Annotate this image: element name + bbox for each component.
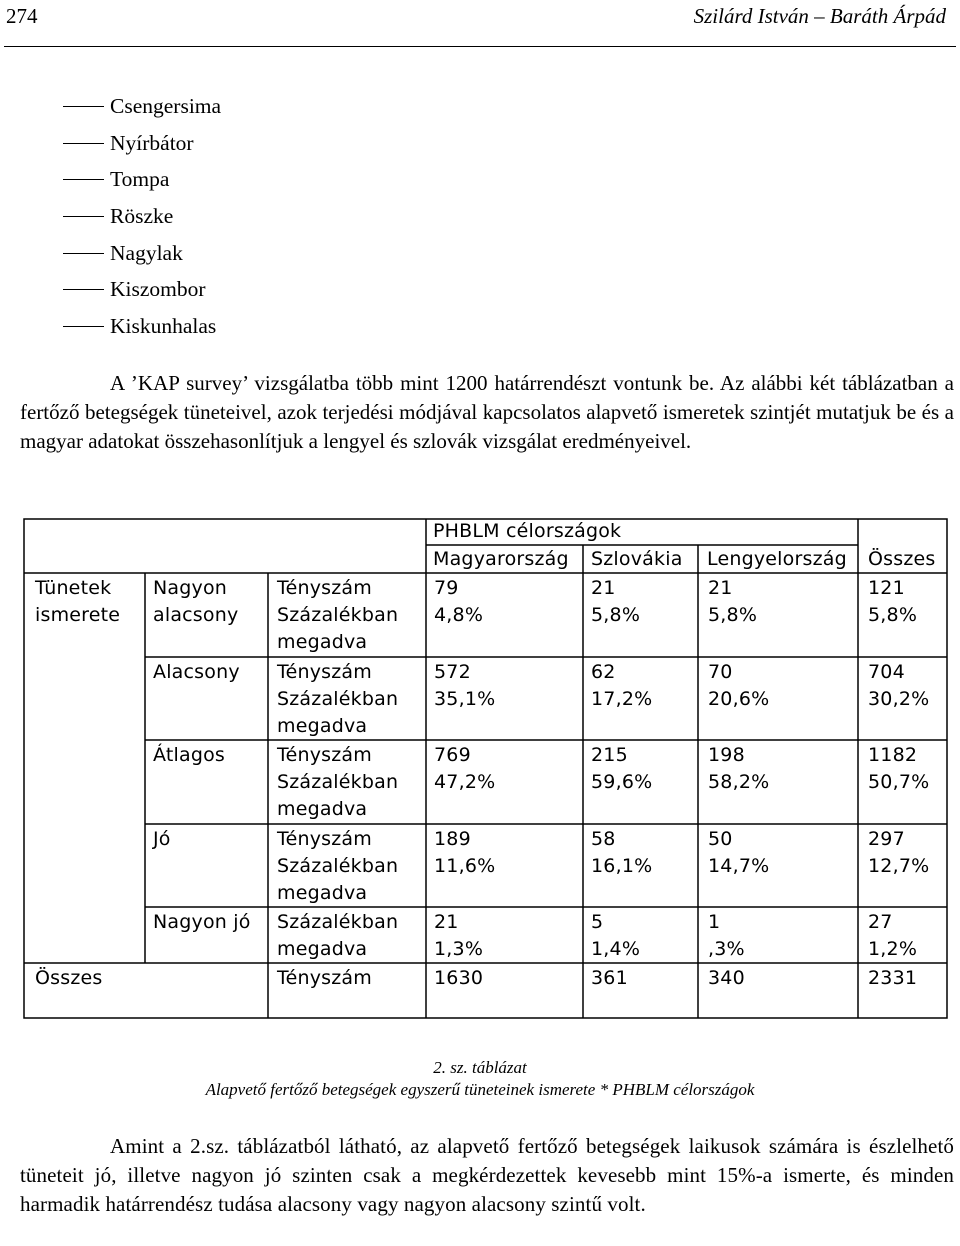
table-cell: 35,1% xyxy=(434,688,496,710)
table-cell: 21 xyxy=(708,577,733,599)
dash-bullet xyxy=(63,326,104,327)
measure-label: Százalékban xyxy=(277,855,399,877)
running-head-authors: Szilárd István – Baráth Árpád xyxy=(693,4,946,28)
measure-label: megadva xyxy=(277,715,368,737)
table-cell: 30,2% xyxy=(868,688,930,710)
table-cell: 21 xyxy=(434,911,459,933)
total-row-label: Összes xyxy=(35,967,103,989)
table-cell: 5,8% xyxy=(708,604,758,626)
conclusion-paragraph: Amint a 2.sz. táblázatból látható, az alapvető fertőző betegségek laikusok számára is észlelhető tüneteit jó, illetve nagyon jó szinten csak a megkérdezettek kevesebb mint 15%-a ismerte, és minden harmadik határrendész tudása alacsony vagy nagyon alacsony szintű volt. xyxy=(20,1134,954,1216)
table-cell: 1630 xyxy=(434,967,484,989)
table-cell: 17,2% xyxy=(591,688,653,710)
table-cell: 4,8% xyxy=(434,604,484,626)
table-cell: 340 xyxy=(708,967,745,989)
page-number: 274 xyxy=(6,4,38,28)
measure-label: megadva xyxy=(277,938,368,960)
table-cell: 361 xyxy=(591,967,628,989)
level-label: Jó xyxy=(153,828,171,850)
dash-bullet xyxy=(63,216,104,217)
table-cell: 11,6% xyxy=(434,855,496,877)
table-cell: 1,2% xyxy=(868,938,918,960)
measure-label: Százalékban xyxy=(277,771,399,793)
measure-label: Tényszám xyxy=(277,744,372,766)
col-header-poland: Lengyelország xyxy=(707,548,847,570)
level-label: Nagyon jó xyxy=(153,911,251,933)
page-header xyxy=(0,0,960,48)
table-cell: 189 xyxy=(434,828,471,850)
row-group-label: ismerete xyxy=(35,604,121,626)
table-cell: 58 xyxy=(591,828,616,850)
table-cell: 1 xyxy=(708,911,721,933)
table-cell: 198 xyxy=(708,744,745,766)
table-cell: 704 xyxy=(868,661,905,683)
table-cell: 1182 xyxy=(868,744,918,766)
table-cell: 572 xyxy=(434,661,471,683)
table-cell: 1,3% xyxy=(434,938,484,960)
measure-label: Százalékban xyxy=(277,688,399,710)
table-cell: 58,2% xyxy=(708,771,770,793)
table-cell: 62 xyxy=(591,661,616,683)
measure-label: Százalékban xyxy=(277,604,399,626)
table-cell: 47,2% xyxy=(434,771,496,793)
table-cell: 50,7% xyxy=(868,771,930,793)
table-cell: 79 xyxy=(434,577,459,599)
table-cell: ,3% xyxy=(708,938,745,960)
table-cell: 59,6% xyxy=(591,771,653,793)
symptom-knowledge-table xyxy=(23,518,948,1019)
dash-bullet xyxy=(63,179,104,180)
table-cell: 50 xyxy=(708,828,733,850)
table-caption-title: Alapvető fertőző betegségek egyszerű tüneteinek ismerete * PHBLM célországok xyxy=(205,1080,755,1099)
dash-bullet xyxy=(63,143,104,144)
col-header-slovakia: Szlovákia xyxy=(591,548,683,570)
dash-bullet xyxy=(63,289,104,290)
measure-label: Százalékban xyxy=(277,911,399,933)
measure-label: megadva xyxy=(277,798,368,820)
table-cell: 297 xyxy=(868,828,905,850)
measure-label: Tényszám xyxy=(277,661,372,683)
col-header-total: Összes xyxy=(868,548,936,570)
measure-label: Tényszám xyxy=(277,577,372,599)
dash-bullet xyxy=(63,106,104,107)
table-cell: 2331 xyxy=(868,967,918,989)
measure-label: megadva xyxy=(277,631,368,653)
table-cell: 1,4% xyxy=(591,938,641,960)
header-rule xyxy=(4,46,956,47)
table-cell: 16,1% xyxy=(591,855,653,877)
table-cell: 769 xyxy=(434,744,471,766)
table-cell: 27 xyxy=(868,911,893,933)
table-cell: 14,7% xyxy=(708,855,770,877)
table-cell: 215 xyxy=(591,744,628,766)
measure-label: Tényszám xyxy=(277,967,372,989)
table-cell: 12,7% xyxy=(868,855,930,877)
col-header-hungary: Magyarország xyxy=(433,548,569,570)
table-caption-number: 2. sz. táblázat xyxy=(433,1058,527,1077)
measure-label: Tényszám xyxy=(277,828,372,850)
dash-bullet xyxy=(63,253,104,254)
level-label: Átlagos xyxy=(153,744,226,766)
level-label: Alacsony xyxy=(153,661,240,683)
table-cell: 5,8% xyxy=(591,604,641,626)
intro-paragraph: A ’KAP survey’ vizsgálatba több mint 1200 határrendészt vontunk be. Az alábbi két táblázatban a fertőző betegségek tüneteivel, azok terjedési módjával kapcsolatos alapvető ismeretek szintjét mutatjuk be és a magyar adatokat összehasonlítjuk a lengyel és szlovák vizsgálat eredményeivel. xyxy=(20,371,954,453)
table-cell: 5 xyxy=(591,911,604,933)
table-cell: 70 xyxy=(708,661,733,683)
group-header: PHBLM célországok xyxy=(433,520,622,542)
level-label: alacsony xyxy=(153,604,239,626)
table-cell: 121 xyxy=(868,577,905,599)
table-cell: 21 xyxy=(591,577,616,599)
row-group-label: Tünetek xyxy=(35,577,112,599)
level-label: Nagyon xyxy=(153,577,228,599)
table-cell: 5,8% xyxy=(868,604,918,626)
measure-label: megadva xyxy=(277,882,368,904)
table-cell: 20,6% xyxy=(708,688,770,710)
